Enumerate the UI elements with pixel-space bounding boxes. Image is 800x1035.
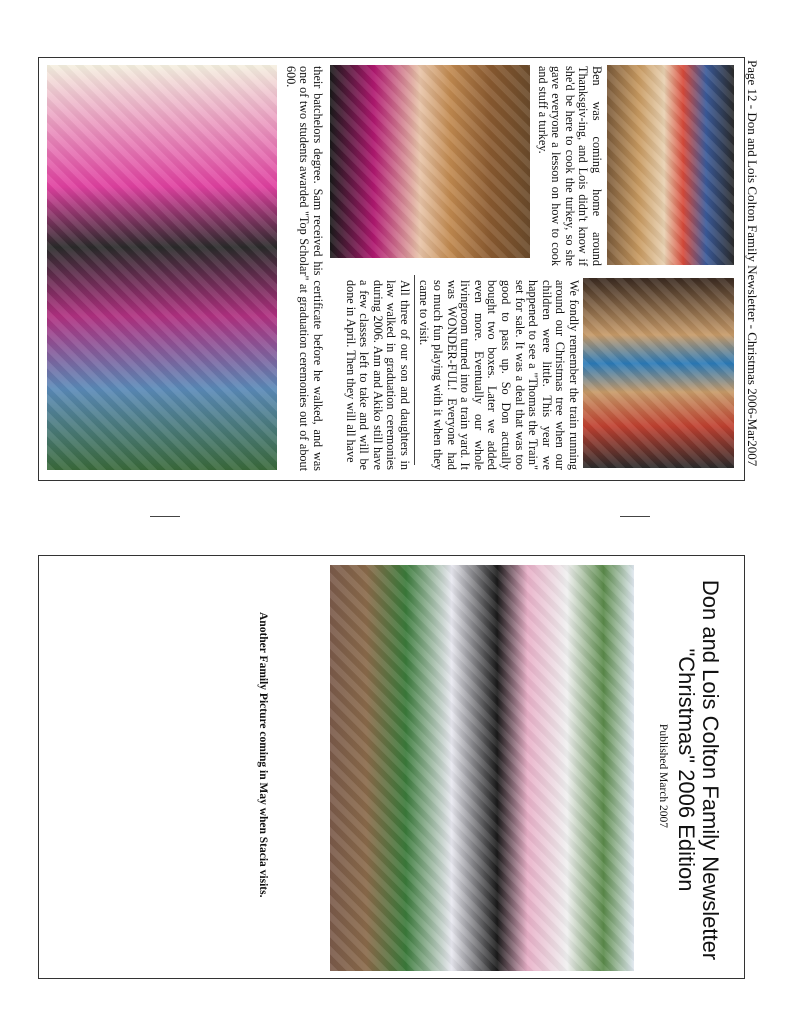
fold-mark-right (620, 516, 650, 517)
train-article: We fondly remember the train running around our Christmas tree when our children were little. This year we happened to see a "Thomas the Train" set for sale. It was a deal that was too good to pass up. So Don actually bought two boxes. Later we added even more. Eventually our whole livingroom turned into a train yard. It was WONDER-FUL! Everyone had so much fun playing with it when they came to visit. (417, 280, 581, 470)
thanksgiving-photo (607, 65, 734, 265)
publish-date: Published March 2007 (657, 723, 669, 829)
thanksgiving-article: Ben was coming home around Thanksgiv-ing, and Lois didn't know if she'd be here to cook the turkey, so she gave everyone a lesson on how to cook and stuff a turkey. (535, 66, 604, 266)
cover-caption: Another Family Picture coming in May when Stacia visits. (257, 612, 269, 898)
page-header: Page 12 - Don and Lois Colton Family Newsletter - Christmas 2006-Mar2007 (745, 60, 760, 467)
graduation-article: All three of our son and daughters in law walked in graduation ceremonies during 2006. Ann and Akiko still have a few classes left to take and will be done in April. Then they will all have (343, 280, 412, 470)
fold-mark-left (150, 516, 180, 517)
family-group-photo (330, 565, 634, 971)
title-line-1: Don and Lois Colton Family Newsletter (698, 579, 723, 961)
degree-article: their batchelors degree. Sam received his certificate before he walked, and was one of two students awarded "Top Scholar" at graduation ceremonies out of about 600. (283, 66, 325, 471)
column-divider (414, 275, 415, 465)
newsletter-title (674, 560, 722, 980)
graduation-leis-photo (47, 65, 277, 470)
title-line-2: "Christmas" 2006 Edition (674, 648, 699, 892)
train-photo (583, 278, 734, 468)
graduates-photo (330, 65, 530, 258)
